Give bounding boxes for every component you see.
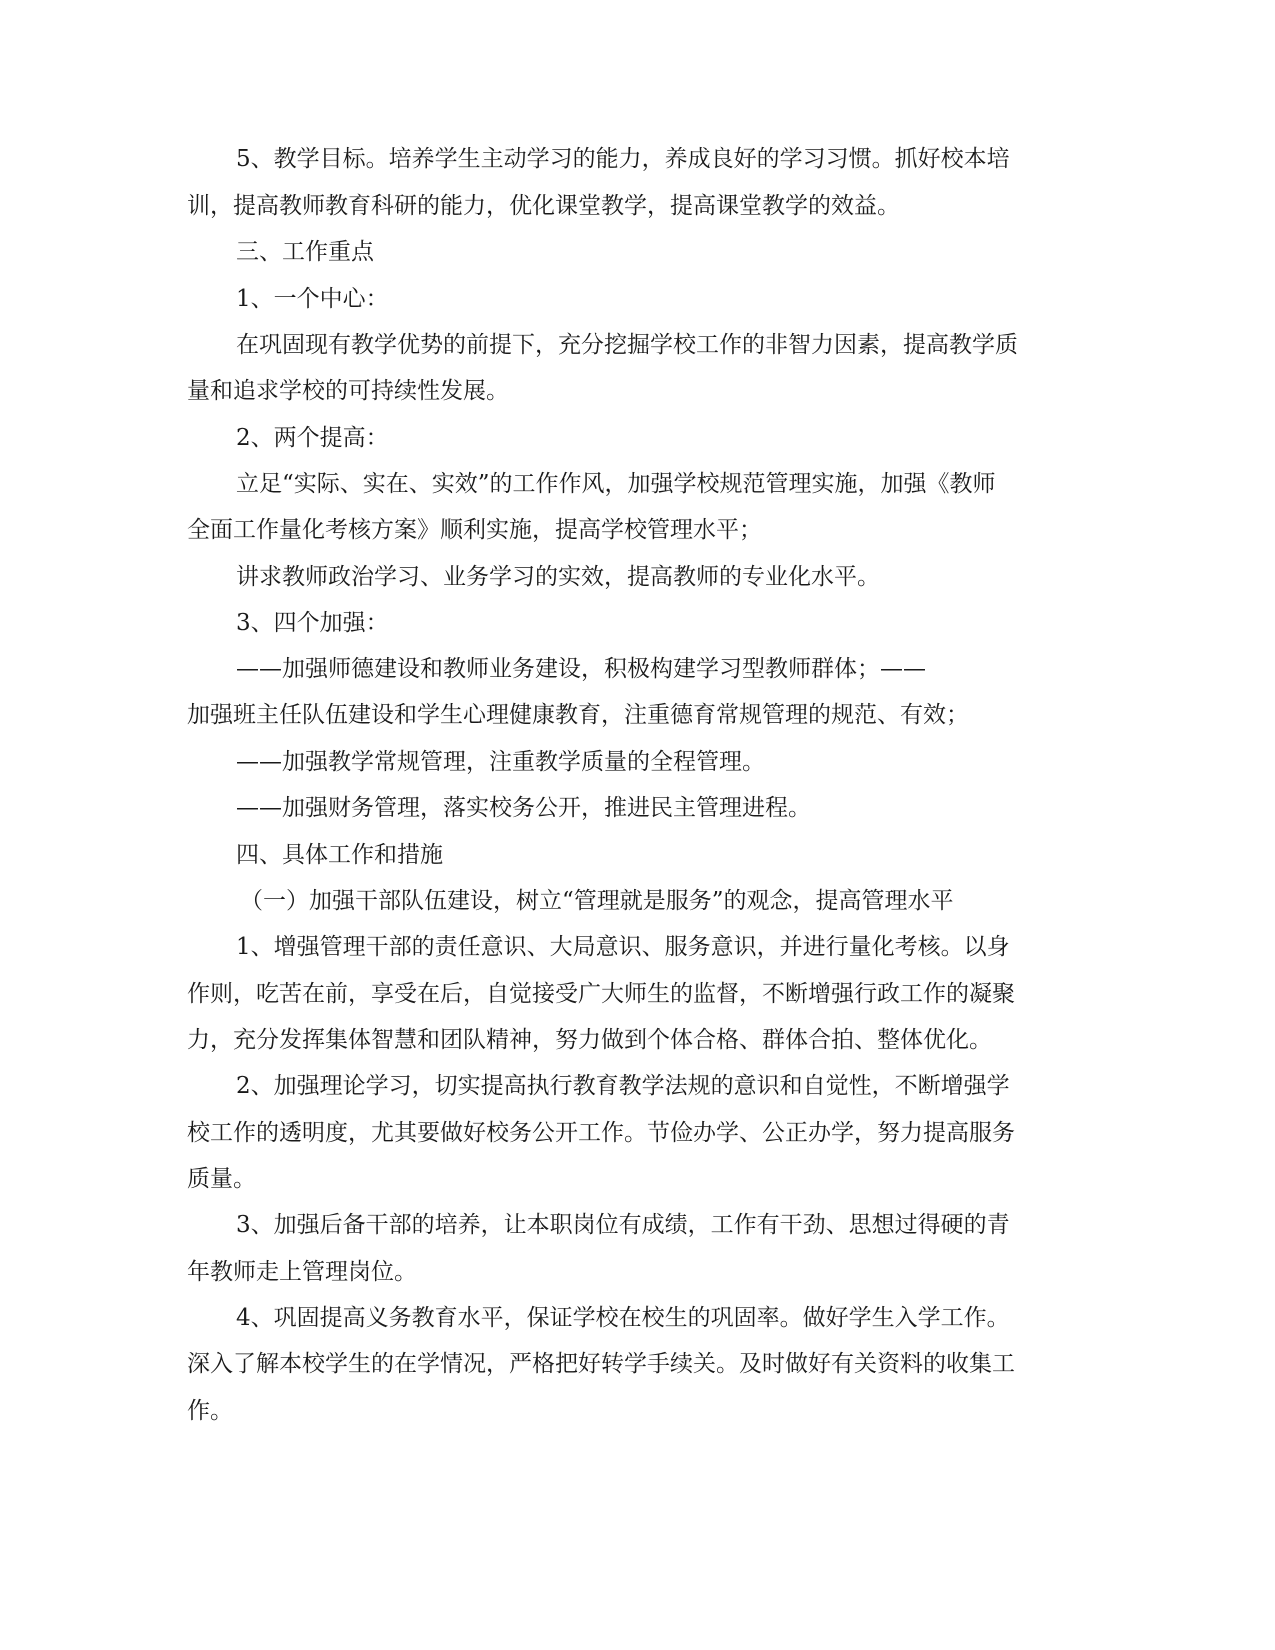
- text-line: 2、加强理论学习，切实提高执行教育教学法规的意识和自觉性，不断增强学: [236, 1073, 1010, 1099]
- text-line: 在巩固现有教学优势的前提下，充分挖掘学校工作的非智力因素，提高教学质: [236, 332, 1018, 358]
- section-heading: 四、具体工作和措施: [236, 842, 443, 868]
- text-line: 讲求教师政治学习、业务学习的实效，提高教师的专业化水平。: [236, 564, 880, 590]
- text-line: ——加强师德建设和教师业务建设，积极构建学习型教师群体；——: [236, 656, 926, 682]
- text-line: 力，充分发挥集体智慧和团队精神，努力做到个体合格、群体合拍、整体优化。: [187, 1027, 992, 1053]
- text-line: 5、教学目标。培养学生主动学习的能力，养成良好的学习习惯。抓好校本培: [236, 146, 1010, 172]
- text-line: ——加强财务管理，落实校务公开，推进民主管理进程。: [236, 795, 811, 821]
- text-line: 全面工作量化考核方案》顺利实施，提高学校管理水平；: [187, 517, 762, 543]
- text-line: ——加强教学常规管理，注重教学质量的全程管理。: [236, 749, 765, 775]
- text-line: 加强班主任队伍建设和学生心理健康教育，注重德育常规管理的规范、有效；: [187, 702, 969, 728]
- section-heading: 三、工作重点: [236, 239, 374, 265]
- text-line: 质量。: [187, 1166, 256, 1192]
- text-line: 1、增强管理干部的责任意识、大局意识、服务意识，并进行量化考核。以身: [236, 934, 1010, 960]
- text-line: 作。: [187, 1398, 233, 1424]
- text-line: 年教师走上管理岗位。: [187, 1259, 417, 1285]
- text-line: 量和追求学校的可持续性发展。: [187, 378, 509, 404]
- text-line: 作则，吃苦在前，享受在后，自觉接受广大师生的监督，不断增强行政工作的凝聚: [187, 981, 1015, 1007]
- text-line: 训，提高教师教育科研的能力，优化课堂教学，提高课堂教学的效益。: [187, 193, 900, 219]
- subsection-heading: 3、四个加强：: [236, 610, 389, 636]
- subsection-heading: （一）加强干部队伍建设，树立“管理就是服务”的观念，提高管理水平: [240, 888, 954, 914]
- text-line: 深入了解本校学生的在学情况，严格把好转学手续关。及时做好有关资料的收集工: [187, 1351, 1015, 1377]
- subsection-heading: 1、一个中心：: [236, 286, 389, 312]
- subsection-heading: 2、两个提高：: [236, 425, 389, 451]
- text-line: 立足“实际、实在、实效”的工作作风，加强学校规范管理实施，加强《教师: [236, 471, 996, 497]
- text-line: 3、加强后备干部的培养，让本职岗位有成绩，工作有干劲、思想过得硬的青: [236, 1212, 1010, 1238]
- text-line: 4、巩固提高义务教育水平，保证学校在校生的巩固率。做好学生入学工作。: [236, 1305, 1010, 1331]
- text-line: 校工作的透明度，尤其要做好校务公开工作。节俭办学、公正办学，努力提高服务: [187, 1120, 1015, 1146]
